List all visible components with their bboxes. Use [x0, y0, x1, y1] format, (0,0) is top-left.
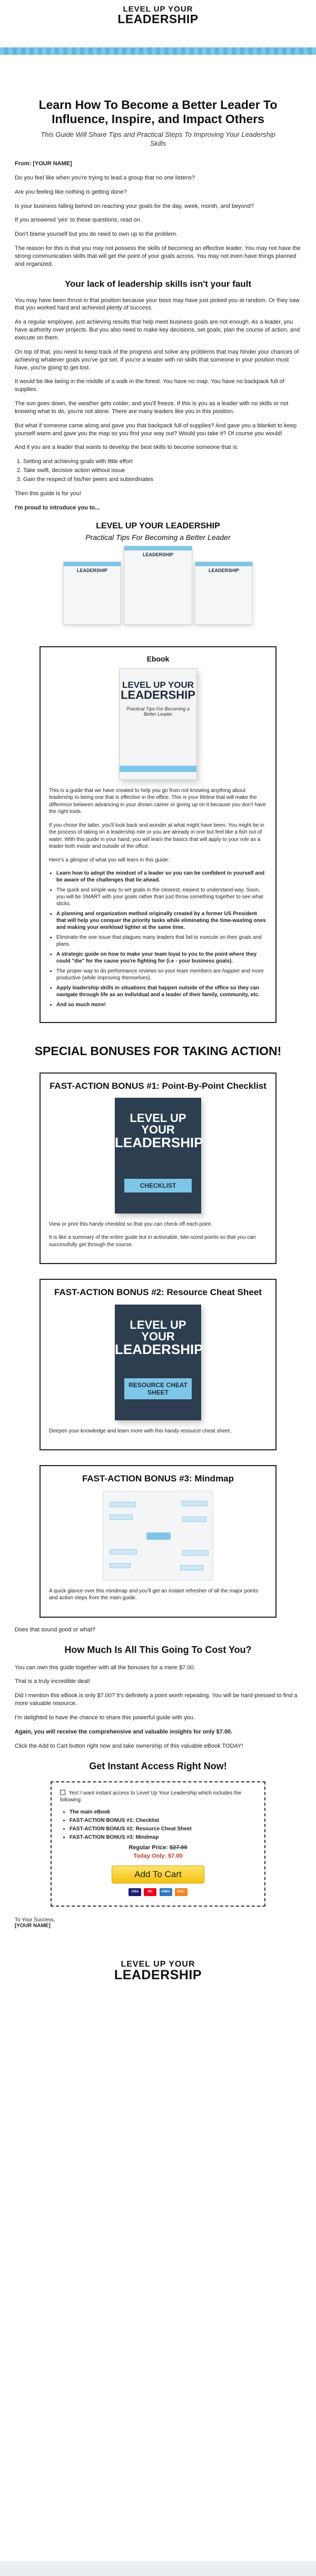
cover-line-1: LEVEL UP YOUR: [130, 1318, 186, 1343]
cover-tag: RESOURCE CHEAT SHEET: [124, 1378, 192, 1399]
list-item: 3. Gain the respect of his/her peers and subordinates: [23, 476, 301, 484]
cover-tag: CHECKLIST: [124, 1179, 192, 1192]
bullet-item: • Learn how to adopt the mindset of a leader so you can be confident in yourself and be aware of the challenges that lie ahead.: [56, 870, 267, 884]
bundle-mock-label: LEADERSHIP: [142, 552, 173, 557]
section-paragraph: And if you are a leader that wants to develop the best skills to become someone that is:: [15, 444, 239, 451]
bullet-item: • And so much more!: [56, 1001, 267, 1008]
logo-line-2: LEADERSHIP: [114, 1967, 202, 1982]
section-paragraph: Then this guide is for you!: [15, 490, 81, 497]
agree-checkbox[interactable]: [60, 1790, 65, 1795]
cover-line-2: LEADERSHIP: [115, 1341, 203, 1357]
section-paragraph: As a regular employee, just achieving results that help meet business goals are not enough. As a leader, you have authority over projects. But you also need to make key decisions, set goals, plan the course of action, and execute on them.: [15, 319, 300, 341]
list-item: 1. Setting and achieving goals with little effort: [23, 458, 301, 466]
regular-price: [60, 1845, 256, 1851]
ebook-paragraph: Here's a glimpse of what you will learn in this guide:: [49, 857, 170, 863]
order-item: • The main eBook: [70, 1809, 256, 1815]
header: [0, 0, 316, 42]
intro-paragraph: The reason for this is that you may not possess the skills of becoming an effective leader. You may not have the strong communication skills that will get the point of your goals across. You may not even have things planned and organized.: [15, 245, 301, 267]
pricing-paragraph: Did I mention this eBook is only $7.00? It's definitely a point worth repeating. You will be hard-pressed to find a more valuable resource.: [15, 1692, 298, 1707]
bullet-item: • The quick and simple way to set goals in the clearest, easiest to understand way. Soon, you will be SMART with your goals rather than just throw something together to see what sticks.: [56, 887, 267, 907]
cover-subtitle: Practical Tips For Becoming a Better Leader: [126, 706, 190, 717]
signoff-line: To Your Success,: [15, 1917, 55, 1923]
bullet-item: • A planning and organization method originally created by a former US President that will help you conquer the priority tasks while eliminating the time-wasting ones and making your workload lighter at the same time.: [56, 910, 267, 931]
question-line: Does that sound good or what?: [15, 1626, 95, 1633]
ebook-paragraph: If you chose the latter, you'll look back and wonder at what might have been. You might be in the process of taking on a leadership role or you are already in one but feel like a fish out of water. With this guide in your hand, you will learn the basics that will apply to your role as a leader both inside and outside of the office.: [49, 822, 264, 849]
ebook-bullets: [56, 870, 267, 1008]
bullet-item: • The proper way to do performance reviews so your team members are happier and more productive (while improving themselves).: [56, 968, 267, 981]
section-paragraph: It would be like being in the middle of a walk in the forest. You have no map. You have no backpack full of supplies.: [15, 378, 284, 393]
agree-checkbox-row[interactable]: [60, 1790, 256, 1804]
pricing-paragraph: Again, you will receive the comprehensive and valuable insights for only $7.00.: [15, 1728, 233, 1735]
bonus-paragraph: It is like a summary of the entire guide but in actionable, bite-sized points so that you can successfully get through the course.: [49, 1235, 256, 1248]
signoff-name: [YOUR NAME]: [15, 1922, 51, 1929]
logo-line-2: LEADERSHIP: [117, 12, 199, 26]
sub-headline: This Guide Will Share Tips and Practical Steps To Improving Your Leadership Skills: [41, 131, 275, 148]
section-paragraph: You may have been thrust in that position because your boss may have just picked you at random. Or they saw that you worked hard and achieved plenty of success.: [15, 297, 300, 312]
intro-paragraph: Are you feeling like nothing is getting done?: [15, 188, 127, 195]
brand-logo: [117, 5, 198, 25]
logo-line-1: LEVEL UP YOUR: [123, 5, 193, 14]
logo-line-1: LEVEL UP YOUR: [121, 1959, 195, 1969]
order-items: [70, 1809, 256, 1840]
access-heading: Get Instant Access Right Now!: [89, 1760, 227, 1771]
discover-icon: DISC: [175, 1888, 187, 1896]
agree-text: Yes! I want instant access to Level Up Your Leadership which includes the following:: [60, 1790, 242, 1803]
order-item: • FAST-ACTION BONUS #2: Resource Cheat Sheet: [70, 1826, 256, 1832]
amex-icon: AMEX: [160, 1888, 172, 1896]
bundle-mock-right: [195, 562, 253, 625]
bundle-mock-label: LEADERSHIP: [208, 567, 239, 573]
checklist-cover-image: [115, 1098, 201, 1214]
product-subtitle: Practical Tips For Becoming a Better Leader: [85, 533, 231, 542]
bundle-mock-left: [63, 562, 121, 625]
bonus-paragraph: View or print this handy checklist so that you can check off each point.: [49, 1221, 212, 1227]
order-item: • FAST-ACTION BONUS #1: Checklist: [70, 1818, 256, 1823]
footer-logo: [15, 1960, 301, 1982]
cover-line-2: LEADERSHIP: [115, 1134, 203, 1150]
pricing-heading: How Much Is All This Going To Cost You?: [64, 1644, 252, 1655]
intro-paragraph: Do you feel like when you're trying to lead a group that no one listens?: [15, 174, 195, 181]
intro-paragraph: Don't blame yourself but you do need to own up to the problem.: [15, 231, 178, 238]
section-paragraph: But what if someone came along and gave you that backpack full of supplies? And gave you a blanket to keep yourself warm and gave you the map so you find your way out? Would you take it? Of course you would!: [15, 422, 297, 437]
product-bundle-image: [53, 546, 263, 633]
bonus-1-box: [39, 1073, 276, 1265]
cover-line-1: LEVEL UP YOUR: [130, 1111, 186, 1136]
regular-price-value: $27.00: [170, 1844, 187, 1851]
bundle-mock-center: [124, 546, 192, 625]
footer-band: [0, 2561, 316, 2576]
cover-line-1: LEVEL UP YOUR: [122, 679, 194, 690]
pricing-paragraph: Click the Add to Cart button right now and take ownership of this valuable eBook TODAY!: [15, 1742, 243, 1749]
bonus-2-title: FAST-ACTION BONUS #2: Resource Cheat Sheet: [54, 1287, 262, 1298]
header-stripe: [0, 47, 316, 55]
pricing-paragraph: I'm delighted to have the chance to share this powerful guide with you.: [15, 1714, 195, 1721]
benefits-list: [23, 458, 301, 484]
section-paragraph: The sun goes down, the weather gets colder, and you'll freeze. If this is you as a leader with no skills or not knowing what to do, you're not alone. There are many leaders like you in this position.: [15, 400, 289, 415]
visa-icon: VISA: [129, 1888, 141, 1896]
ebook-box: [39, 646, 276, 1024]
bullet-item: • A strategic guide on how to make your team loyal to you to the point where they could "die" for the cause you're fighting for (i.e - your business goals).: [56, 951, 267, 965]
list-item: 2. Take swift, decisive action without issue: [23, 467, 301, 475]
ebook-paragraph: This is a guide that we have created to help you go from not knowing anything about leadership to being one that is effective in the office. This is your lifeline that will make the difference between advancing in your dream career or giving up on it because you don't have the right tools.: [49, 787, 266, 815]
bullet-item: • Eliminate the one issue that plagues many leaders that fail to execute on their goals and plans.: [56, 934, 267, 948]
intro-paragraph: Is your business falling behind on reaching your goals for the day, week, month, and beyond?: [15, 203, 254, 209]
add-to-cart-button[interactable]: Add To Cart: [112, 1866, 204, 1883]
section-paragraph: On top of that, you need to keep track of the progress and solve any problems that may hinder your chances of achieving whatever goals you've got set. If you're a leader with no skills that someone in your position must have, you're going to get lost.: [15, 348, 299, 371]
order-box: [51, 1781, 265, 1907]
main-content: [0, 98, 316, 633]
ebook-cover-image: [119, 668, 197, 780]
ebook-heading: Ebook: [146, 654, 170, 663]
pricing-paragraph: That is a truly incredible deal!: [15, 1678, 91, 1685]
bonus-1-title: FAST-ACTION BONUS #1: Point-By-Point Checklist: [50, 1080, 266, 1091]
brand-logo: [114, 1960, 202, 1982]
payment-cards: [60, 1888, 256, 1896]
introduce-line: I'm proud to introduce you to...: [15, 504, 100, 511]
bonus-3-box: [39, 1465, 276, 1617]
from-line: From: [YOUR NAME]: [15, 161, 72, 167]
regular-price-label: Regular Price:: [129, 1844, 168, 1851]
order-item: • FAST-ACTION BONUS #3: Mindmap: [70, 1835, 256, 1840]
bonus-paragraph: A quick glance over this mindmap and you'll get an instant refresher of all the major points and action steps from the main guide.: [49, 1588, 259, 1601]
today-price: [60, 1853, 256, 1859]
bonus-3-title: FAST-ACTION BONUS #3: Mindmap: [82, 1474, 234, 1484]
bonuses-heading: SPECIAL BONUSES FOR TAKING ACTION!: [34, 1044, 282, 1058]
signoff: [15, 1917, 301, 1929]
today-price-value: $7.00: [168, 1852, 183, 1859]
section-heading: Your lack of leadership skills isn't your fault: [64, 278, 252, 289]
bonus-paragraph: Deepen your knowledge and learn more with this handy resource cheat sheet.: [49, 1428, 231, 1434]
cover-line-2: LEADERSHIP: [121, 688, 195, 701]
mindmap-image: [103, 1491, 213, 1580]
cheat-sheet-cover-image: [115, 1305, 201, 1420]
bullet-item: • Apply leadership skills in situations that happen outside of the office so they can navigate through life as an individual and a leader of their family, community, etc.: [56, 985, 267, 998]
today-price-label: Today Only:: [133, 1852, 167, 1859]
bonus-2-box: [39, 1279, 276, 1450]
product-title: LEVEL UP YOUR LEADERSHIP: [96, 521, 220, 530]
bundle-mock-label: LEADERSHIP: [76, 567, 107, 573]
pricing-paragraph: You can own this guide together with all the bonuses for a mere $7.00.: [15, 1664, 195, 1671]
main-headline: Learn How To Become a Better Leader To Influence, Inspire, and Impact Others: [38, 98, 278, 126]
mastercard-icon: MC: [144, 1888, 156, 1896]
intro-paragraph: If you answered 'yes' to these questions, read on.: [15, 217, 142, 224]
